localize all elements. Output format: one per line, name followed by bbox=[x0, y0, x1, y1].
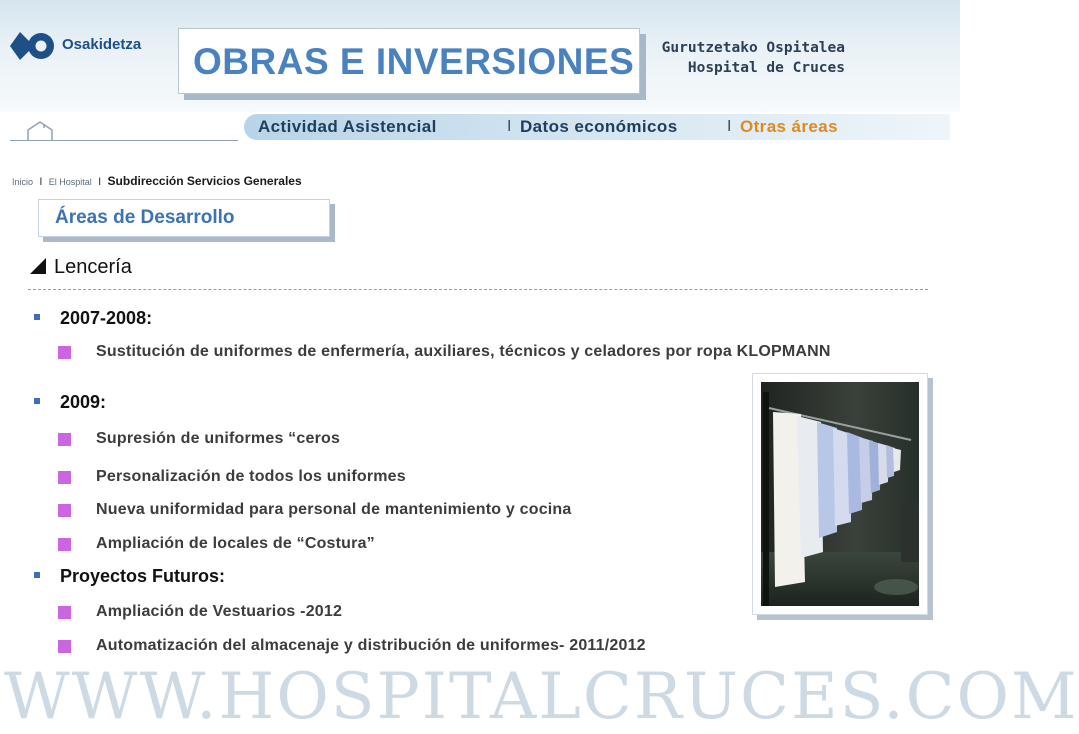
list-item: Nueva uniformidad para personal de mantenimiento y cocina bbox=[58, 499, 572, 521]
pink-bullet-icon bbox=[58, 504, 71, 517]
list-heading: 2007-2008: bbox=[34, 308, 152, 329]
list-heading: Proyectos Futuros: bbox=[34, 566, 225, 587]
section-title-box bbox=[38, 199, 330, 237]
pink-bullet-icon bbox=[58, 471, 71, 484]
photo-frame bbox=[752, 373, 928, 615]
nav-datos-economicos[interactable]: Datos económicos bbox=[520, 117, 678, 136]
dashed-divider bbox=[28, 289, 928, 290]
pink-bullet-icon bbox=[58, 433, 71, 446]
nav-separator: I bbox=[727, 118, 732, 135]
breadcrumb-inicio[interactable]: Inicio bbox=[12, 177, 34, 187]
hospital-name bbox=[655, 38, 845, 78]
pink-bullet-icon bbox=[58, 538, 71, 551]
nav-otras-areas[interactable]: Otras áreas bbox=[740, 117, 838, 136]
nav-actividad-asistencial[interactable]: Actividad Asistencial bbox=[258, 117, 437, 136]
logo-text: Osakidetza bbox=[62, 36, 142, 53]
page-title: OBRAS E INVERSIONES bbox=[193, 41, 635, 82]
breadcrumb bbox=[12, 174, 302, 188]
page-title-box bbox=[178, 28, 640, 94]
list-item: Personalización de todos los uniformes bbox=[58, 466, 406, 488]
breadcrumb-el-hospital[interactable]: El Hospital bbox=[48, 177, 92, 187]
osakidetza-logo-icon bbox=[8, 22, 56, 70]
square-bullet-icon bbox=[34, 314, 40, 320]
list-item: Supresión de uniformes “ceros bbox=[58, 428, 340, 450]
website-watermark: WWW.HOSPITALCRUCES.COM bbox=[4, 660, 1079, 734]
list-item: Automatización del almacenaje y distribución de uniformes- 2011/2012 bbox=[58, 635, 646, 657]
pink-bullet-icon bbox=[58, 606, 71, 619]
osakidetza-logo[interactable] bbox=[8, 14, 188, 74]
pink-bullet-icon bbox=[58, 640, 71, 653]
list-item: Ampliación de locales de “Costura” bbox=[58, 533, 375, 555]
home-divider-line bbox=[10, 140, 238, 141]
subsection-heading bbox=[30, 256, 132, 279]
hospital-name-basque: Gurutzetako Ospitalea bbox=[661, 40, 845, 56]
list-item: Sustitución de uniformes de enfermería, auxiliares, técnicos y celadores por ropa KLOPMANN bbox=[58, 341, 878, 363]
breadcrumb-separator: I bbox=[98, 176, 102, 188]
uniforms-rack-photo bbox=[761, 382, 919, 606]
square-bullet-icon bbox=[34, 572, 40, 578]
nav-separator: I bbox=[507, 118, 512, 135]
hospital-name-spanish: Hospital de Cruces bbox=[687, 60, 845, 76]
square-bullet-icon bbox=[34, 398, 40, 404]
list-item: Ampliación de Vestuarios -2012 bbox=[58, 601, 342, 623]
breadcrumb-current: Subdirección Servicios Generales bbox=[107, 174, 302, 188]
subsection-title: Lencería bbox=[54, 256, 132, 278]
list-heading: 2009: bbox=[34, 392, 106, 413]
breadcrumb-separator: I bbox=[39, 176, 43, 188]
section-title: Áreas de Desarrollo bbox=[55, 207, 235, 228]
pink-bullet-icon bbox=[58, 346, 71, 359]
triangle-icon bbox=[30, 258, 46, 274]
